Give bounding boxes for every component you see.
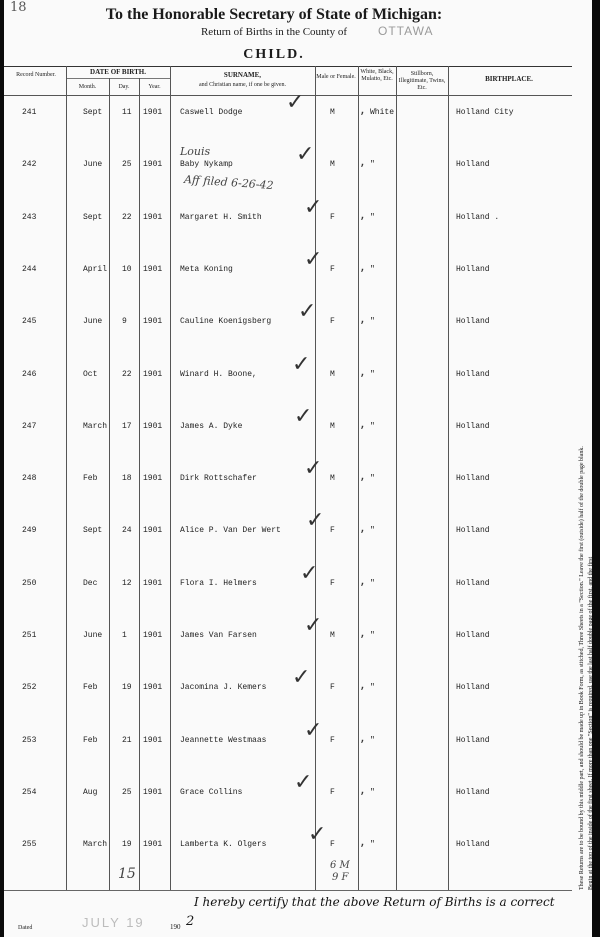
cell-race: " [370, 212, 375, 222]
cell-num: 248 [22, 474, 37, 484]
checkmark-icon: ✓ [298, 299, 317, 325]
handwritten-count: 15 [118, 866, 136, 882]
cell-name: Alice P. Van Der Wert [180, 526, 281, 536]
cell-race: " [370, 369, 375, 379]
cell-name: Caswell Dodge [180, 108, 243, 117]
cell-birthplace: Holland [456, 160, 490, 170]
cell-year: 1901 [143, 108, 163, 117]
header-race: White, Black, Mulatto, Etc. [360, 69, 394, 82]
cell-num: 243 [22, 212, 37, 222]
tick-mark-icon: ʼ [360, 685, 365, 702]
cell-year: 1901 [143, 160, 163, 170]
cell-sex: M [330, 160, 335, 170]
cell-name: Lamberta K. Olgers [180, 840, 267, 850]
cell-num: 250 [22, 578, 37, 588]
cell-year: 1901 [143, 735, 163, 745]
cell-race: " [370, 317, 375, 327]
cell-year: 1901 [143, 264, 163, 274]
handwritten-aff-filed: Aff filed 6-26-42 [183, 172, 274, 193]
header-surname: SURNAME, [223, 71, 262, 79]
cell-num: 247 [22, 421, 37, 431]
cell-birthplace: Holland [456, 631, 490, 640]
cell-num: 249 [22, 526, 37, 536]
checkmark-icon: ✓ [308, 822, 327, 848]
checkmark-icon: ✓ [292, 351, 311, 377]
header-birthplace: BIRTHPLACE. [485, 75, 533, 83]
cell-name: Cauline Koenigsberg [180, 317, 272, 327]
cell-name: Grace Collins [180, 787, 243, 797]
cell-num: 255 [22, 840, 37, 850]
cell-birthplace: Holland [456, 474, 490, 484]
year-suffix: 2 [186, 914, 195, 929]
cell-sex: M [330, 369, 335, 379]
header-record: Record Number. [16, 72, 56, 78]
cell-year: 1901 [143, 212, 163, 222]
cell-birthplace: Holland [456, 317, 490, 327]
header-month: Month. [78, 84, 97, 90]
tick-mark-icon: ʼ [360, 737, 365, 754]
cell-day: 24 [122, 526, 132, 536]
cell-day: 17 [122, 421, 132, 431]
cell-birthplace: Holland [456, 735, 490, 745]
checkmark-icon: ✓ [304, 613, 323, 638]
tick-mark-icon: ʼ [360, 528, 365, 545]
cell-sex: F [330, 735, 335, 745]
cell-month: June [83, 317, 103, 327]
cell-day: 1 [122, 631, 127, 640]
cell-month: Sept [83, 212, 103, 222]
col-divider [139, 78, 140, 890]
tick-mark-icon: ʼ [360, 580, 365, 597]
cell-name: Meta Koning [180, 264, 233, 274]
handwritten-louis: Louis [180, 145, 211, 158]
header-surname-sub: and Christian name, if one be given. [199, 82, 286, 88]
tick-mark-icon: ʼ [360, 319, 365, 336]
year-prefix: 190 [170, 923, 181, 931]
table-top-rule [4, 66, 572, 67]
cell-birthplace: Holland [456, 421, 490, 431]
certification-line: I hereby certify that the above Return of Births is a correct [194, 895, 555, 909]
cell-month: Dec [83, 578, 98, 588]
cell-race: White [370, 108, 395, 117]
cell-day: 12 [122, 578, 132, 588]
cell-day: 11 [122, 108, 132, 117]
cell-month: Feb [83, 735, 98, 745]
cell-sex: F [330, 578, 335, 588]
binding-instructions-line2: Begin at the top of the inside of the first sheet. If more than one "Section" is required, use the last half double page of the first, and the first [588, 556, 594, 890]
cell-sex: M [330, 631, 335, 640]
cell-year: 1901 [143, 578, 163, 588]
cell-race: " [370, 683, 375, 693]
cell-sex: F [330, 787, 335, 797]
cell-name: Flora I. Helmers [180, 578, 257, 588]
cell-name: James A. Dyke [180, 421, 243, 431]
cell-day: 22 [122, 369, 132, 379]
checkmark-icon: ✓ [304, 456, 323, 482]
binding-instructions [578, 290, 596, 890]
cell-sex: F [330, 840, 335, 850]
cell-day: 25 [122, 160, 132, 170]
binding-instructions-line1: These Returns are to be bound by this middle part, and should be made up in Book Form, as stitched, Three Sheets in a "Section." Leave the first (outside) half of the double page blank. [579, 446, 585, 890]
document-title: To the Honorable Secretary of State of Michigan: [105, 6, 443, 23]
cell-day: 21 [122, 735, 132, 745]
cell-day: 18 [122, 474, 132, 484]
cell-birthplace: Holland [456, 526, 490, 536]
cell-race: " [370, 264, 375, 274]
header-day: Day. [118, 84, 130, 90]
handwritten-tally-f: 9 F [332, 872, 349, 883]
cell-num: 252 [22, 683, 37, 693]
cell-month: June [83, 160, 103, 170]
cell-birthplace: Holland [456, 578, 490, 588]
col-divider [66, 66, 67, 890]
cell-sex: M [330, 421, 335, 431]
checkmark-icon: ✓ [296, 142, 315, 168]
cell-num: 253 [22, 735, 37, 745]
cell-month: June [83, 631, 103, 640]
cell-sex: M [330, 108, 335, 117]
tick-mark-icon: ʼ [360, 842, 365, 859]
checkmark-icon: ✓ [304, 717, 323, 743]
cell-name: Winard H. Boone, [180, 369, 257, 379]
tick-mark-icon: ʼ [360, 789, 365, 806]
cell-birthplace: Holland [456, 683, 490, 693]
col-divider [109, 78, 110, 890]
cell-month: Sept [83, 526, 103, 536]
checkmark-icon: ✓ [304, 246, 323, 272]
cell-num: 254 [22, 787, 37, 797]
cell-birthplace: Holland [456, 787, 490, 797]
cell-name: Jacomina J. Kemers [180, 683, 267, 693]
cell-month: April [83, 264, 108, 274]
cell-name: Dirk Rottschafer [180, 474, 257, 484]
cell-race: " [370, 526, 375, 536]
tick-mark-icon: ʼ [360, 371, 365, 388]
tick-mark-icon: ʼ [360, 214, 365, 231]
cell-name: James Van Farsen [180, 631, 257, 640]
cell-sex: M [330, 474, 335, 484]
checkmark-icon: ✓ [292, 665, 311, 691]
cell-year: 1901 [143, 317, 163, 327]
cell-year: 1901 [143, 631, 163, 640]
checkmark-icon: ✓ [300, 560, 319, 586]
cell-year: 1901 [143, 369, 163, 379]
cell-race: " [370, 160, 375, 170]
header-stillborn: Stillborn, Illegitimate, Twins, Etc. [398, 71, 446, 91]
cell-month: Feb [83, 683, 98, 693]
cell-sex: F [330, 264, 335, 274]
tick-mark-icon: ʼ [360, 476, 365, 493]
checkmark-icon: ✓ [294, 769, 313, 795]
cell-birthplace: Holland [456, 369, 490, 379]
tick-mark-icon: ʼ [360, 110, 365, 126]
cell-day: 19 [122, 840, 132, 850]
cell-name: Jeannette Westmaas [180, 735, 267, 745]
cell-race: " [370, 735, 375, 745]
cell-day: 22 [122, 212, 132, 222]
cell-birthplace: Holland City [456, 108, 514, 117]
cell-month: Feb [83, 474, 98, 484]
header-year: Year. [148, 84, 161, 90]
cell-race: " [370, 474, 375, 484]
col-divider [396, 66, 397, 890]
handwritten-tally: 6 M [330, 860, 350, 871]
col-divider [448, 66, 449, 890]
cell-race: " [370, 840, 375, 850]
cell-day: 25 [122, 787, 132, 797]
col-divider [358, 66, 359, 890]
cell-year: 1901 [143, 421, 163, 431]
cell-month: Oct [83, 369, 98, 379]
cell-year: 1901 [143, 474, 163, 484]
county-stamp: OTTAWA [378, 24, 434, 38]
cell-birthplace: Holland [456, 264, 490, 274]
cell-sex: F [330, 212, 335, 222]
checkmark-icon: ✓ [306, 508, 325, 534]
cell-month: March [83, 421, 108, 431]
cell-birthplace: Holland [456, 840, 490, 850]
cell-sex: F [330, 526, 335, 536]
document-page [4, 0, 592, 937]
cell-year: 1901 [143, 787, 163, 797]
cell-num: 251 [22, 631, 37, 640]
tick-mark-icon: ʼ [360, 162, 365, 179]
col-divider [170, 66, 171, 890]
cell-year: 1901 [143, 840, 163, 850]
cell-num: 242 [22, 160, 37, 170]
cell-name: Baby Nykamp [180, 160, 233, 170]
cell-year: 1901 [143, 683, 163, 693]
tick-mark-icon: ʼ [360, 633, 365, 649]
date-subheader-rule [66, 78, 170, 79]
checkmark-icon: ✓ [304, 194, 323, 220]
cell-day: 10 [122, 264, 132, 274]
cell-month: Aug [83, 787, 98, 797]
section-heading: CHILD. [243, 47, 305, 62]
tick-mark-icon: ʼ [360, 266, 365, 283]
cell-month: March [83, 840, 108, 850]
cell-year: 1901 [143, 526, 163, 536]
cell-num: 246 [22, 369, 37, 379]
cell-race: " [370, 631, 375, 640]
cell-day: 19 [122, 683, 132, 693]
checkmark-icon: ✓ [294, 403, 313, 429]
cell-num: 244 [22, 264, 37, 274]
cell-race: " [370, 787, 375, 797]
corner-note: 18 [10, 0, 27, 15]
cell-race: " [370, 421, 375, 431]
cell-day: 9 [122, 317, 127, 327]
cell-birthplace: Holland . [456, 212, 500, 222]
cell-num: 241 [22, 108, 37, 117]
cell-month: Sept [83, 108, 103, 117]
cell-race: " [370, 578, 375, 588]
header-sex: Male or Female. [316, 74, 356, 80]
document-subtitle: Return of Births in the County of [200, 26, 348, 38]
date-stamp: JULY 19 [82, 915, 145, 930]
dated-label: Dated [18, 925, 33, 931]
cell-sex: F [330, 317, 335, 327]
table-bottom-rule [4, 890, 572, 891]
tick-mark-icon: ʼ [360, 423, 365, 440]
header-date-of-birth: DATE OF BIRTH. [90, 68, 146, 76]
checkmark-icon: ✓ [286, 90, 305, 115]
cell-name: Margaret H. Smith [180, 212, 262, 222]
cell-sex: F [330, 683, 335, 693]
cell-num: 245 [22, 317, 37, 327]
